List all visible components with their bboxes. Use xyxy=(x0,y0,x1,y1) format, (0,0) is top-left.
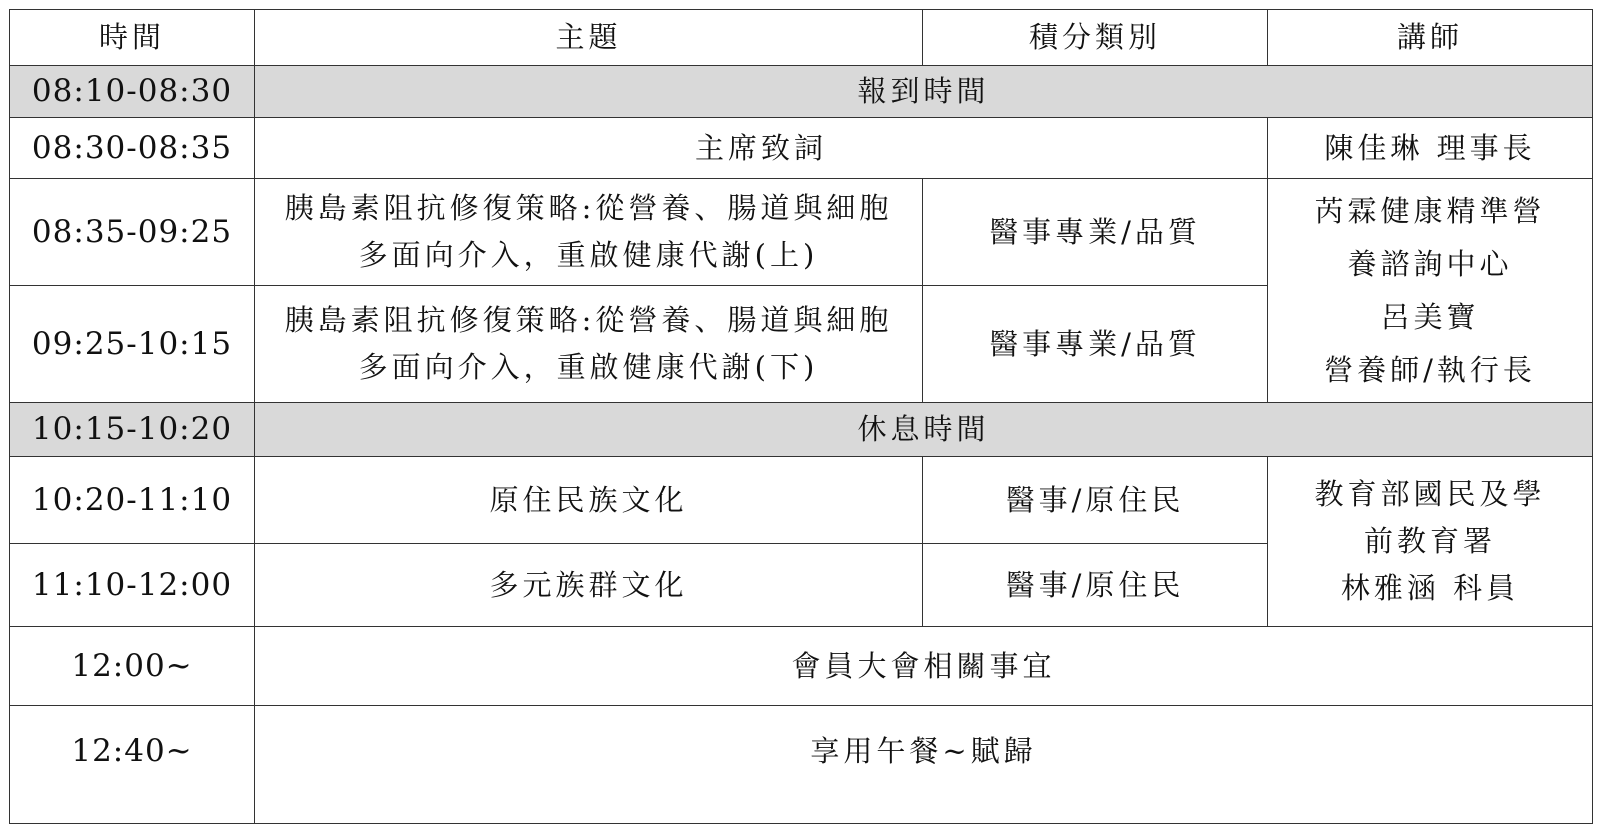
credit-cell: 醫事/原住民 xyxy=(923,457,1268,544)
speaker-cell: 教育部國民及學 前教育署 林雅涵 科員 xyxy=(1268,457,1593,627)
speaker-cell: 陳佳琳 理事長 xyxy=(1268,118,1593,179)
time-cell: 08:35-09:25 xyxy=(10,179,255,286)
topic-cell: 享用午餐~賦歸 xyxy=(255,706,1593,824)
topic-cell: 胰島素阻抗修復策略:從營養、腸道與細胞 多面向介入，重啟健康代謝(上) xyxy=(255,179,923,286)
time-cell: 09:25-10:15 xyxy=(10,286,255,403)
topic-cell: 胰島素阻抗修復策略:從營養、腸道與細胞 多面向介入，重啟健康代謝(下) xyxy=(255,286,923,403)
header-credit: 積分類別 xyxy=(923,10,1268,66)
topic-cell: 報到時間 xyxy=(255,66,1593,118)
header-topic: 主題 xyxy=(255,10,923,66)
topic-cell: 原住民族文化 xyxy=(255,457,923,544)
header-row xyxy=(10,10,1593,66)
time-cell: 08:30-08:35 xyxy=(10,118,255,179)
topic-cell: 主席致詞 xyxy=(255,118,1268,179)
time-cell: 12:00~ xyxy=(10,627,255,706)
topic-cell: 休息時間 xyxy=(255,403,1593,457)
table-row xyxy=(10,179,1593,286)
table-row xyxy=(10,457,1593,544)
topic-cell: 多元族群文化 xyxy=(255,544,923,627)
table-row xyxy=(10,66,1593,118)
credit-cell: 醫事/原住民 xyxy=(923,544,1268,627)
time-cell: 11:10-12:00 xyxy=(10,544,255,627)
table-row xyxy=(10,627,1593,706)
speaker-cell: 芮霖健康精準營 養諮詢中心 呂美寶 營養師/執行長 xyxy=(1268,179,1593,403)
time-cell: 08:10-08:30 xyxy=(10,66,255,118)
schedule-table xyxy=(9,9,1593,824)
time-cell: 12:40~ xyxy=(10,706,255,824)
time-cell: 10:20-11:10 xyxy=(10,457,255,544)
credit-cell: 醫事專業/品質 xyxy=(923,286,1268,403)
table-row xyxy=(10,706,1593,824)
header-speaker: 講師 xyxy=(1268,10,1593,66)
table-row xyxy=(10,403,1593,457)
credit-cell: 醫事專業/品質 xyxy=(923,179,1268,286)
topic-cell: 會員大會相關事宜 xyxy=(255,627,1593,706)
header-time: 時間 xyxy=(10,10,255,66)
time-cell: 10:15-10:20 xyxy=(10,403,255,457)
table-row xyxy=(10,118,1593,179)
